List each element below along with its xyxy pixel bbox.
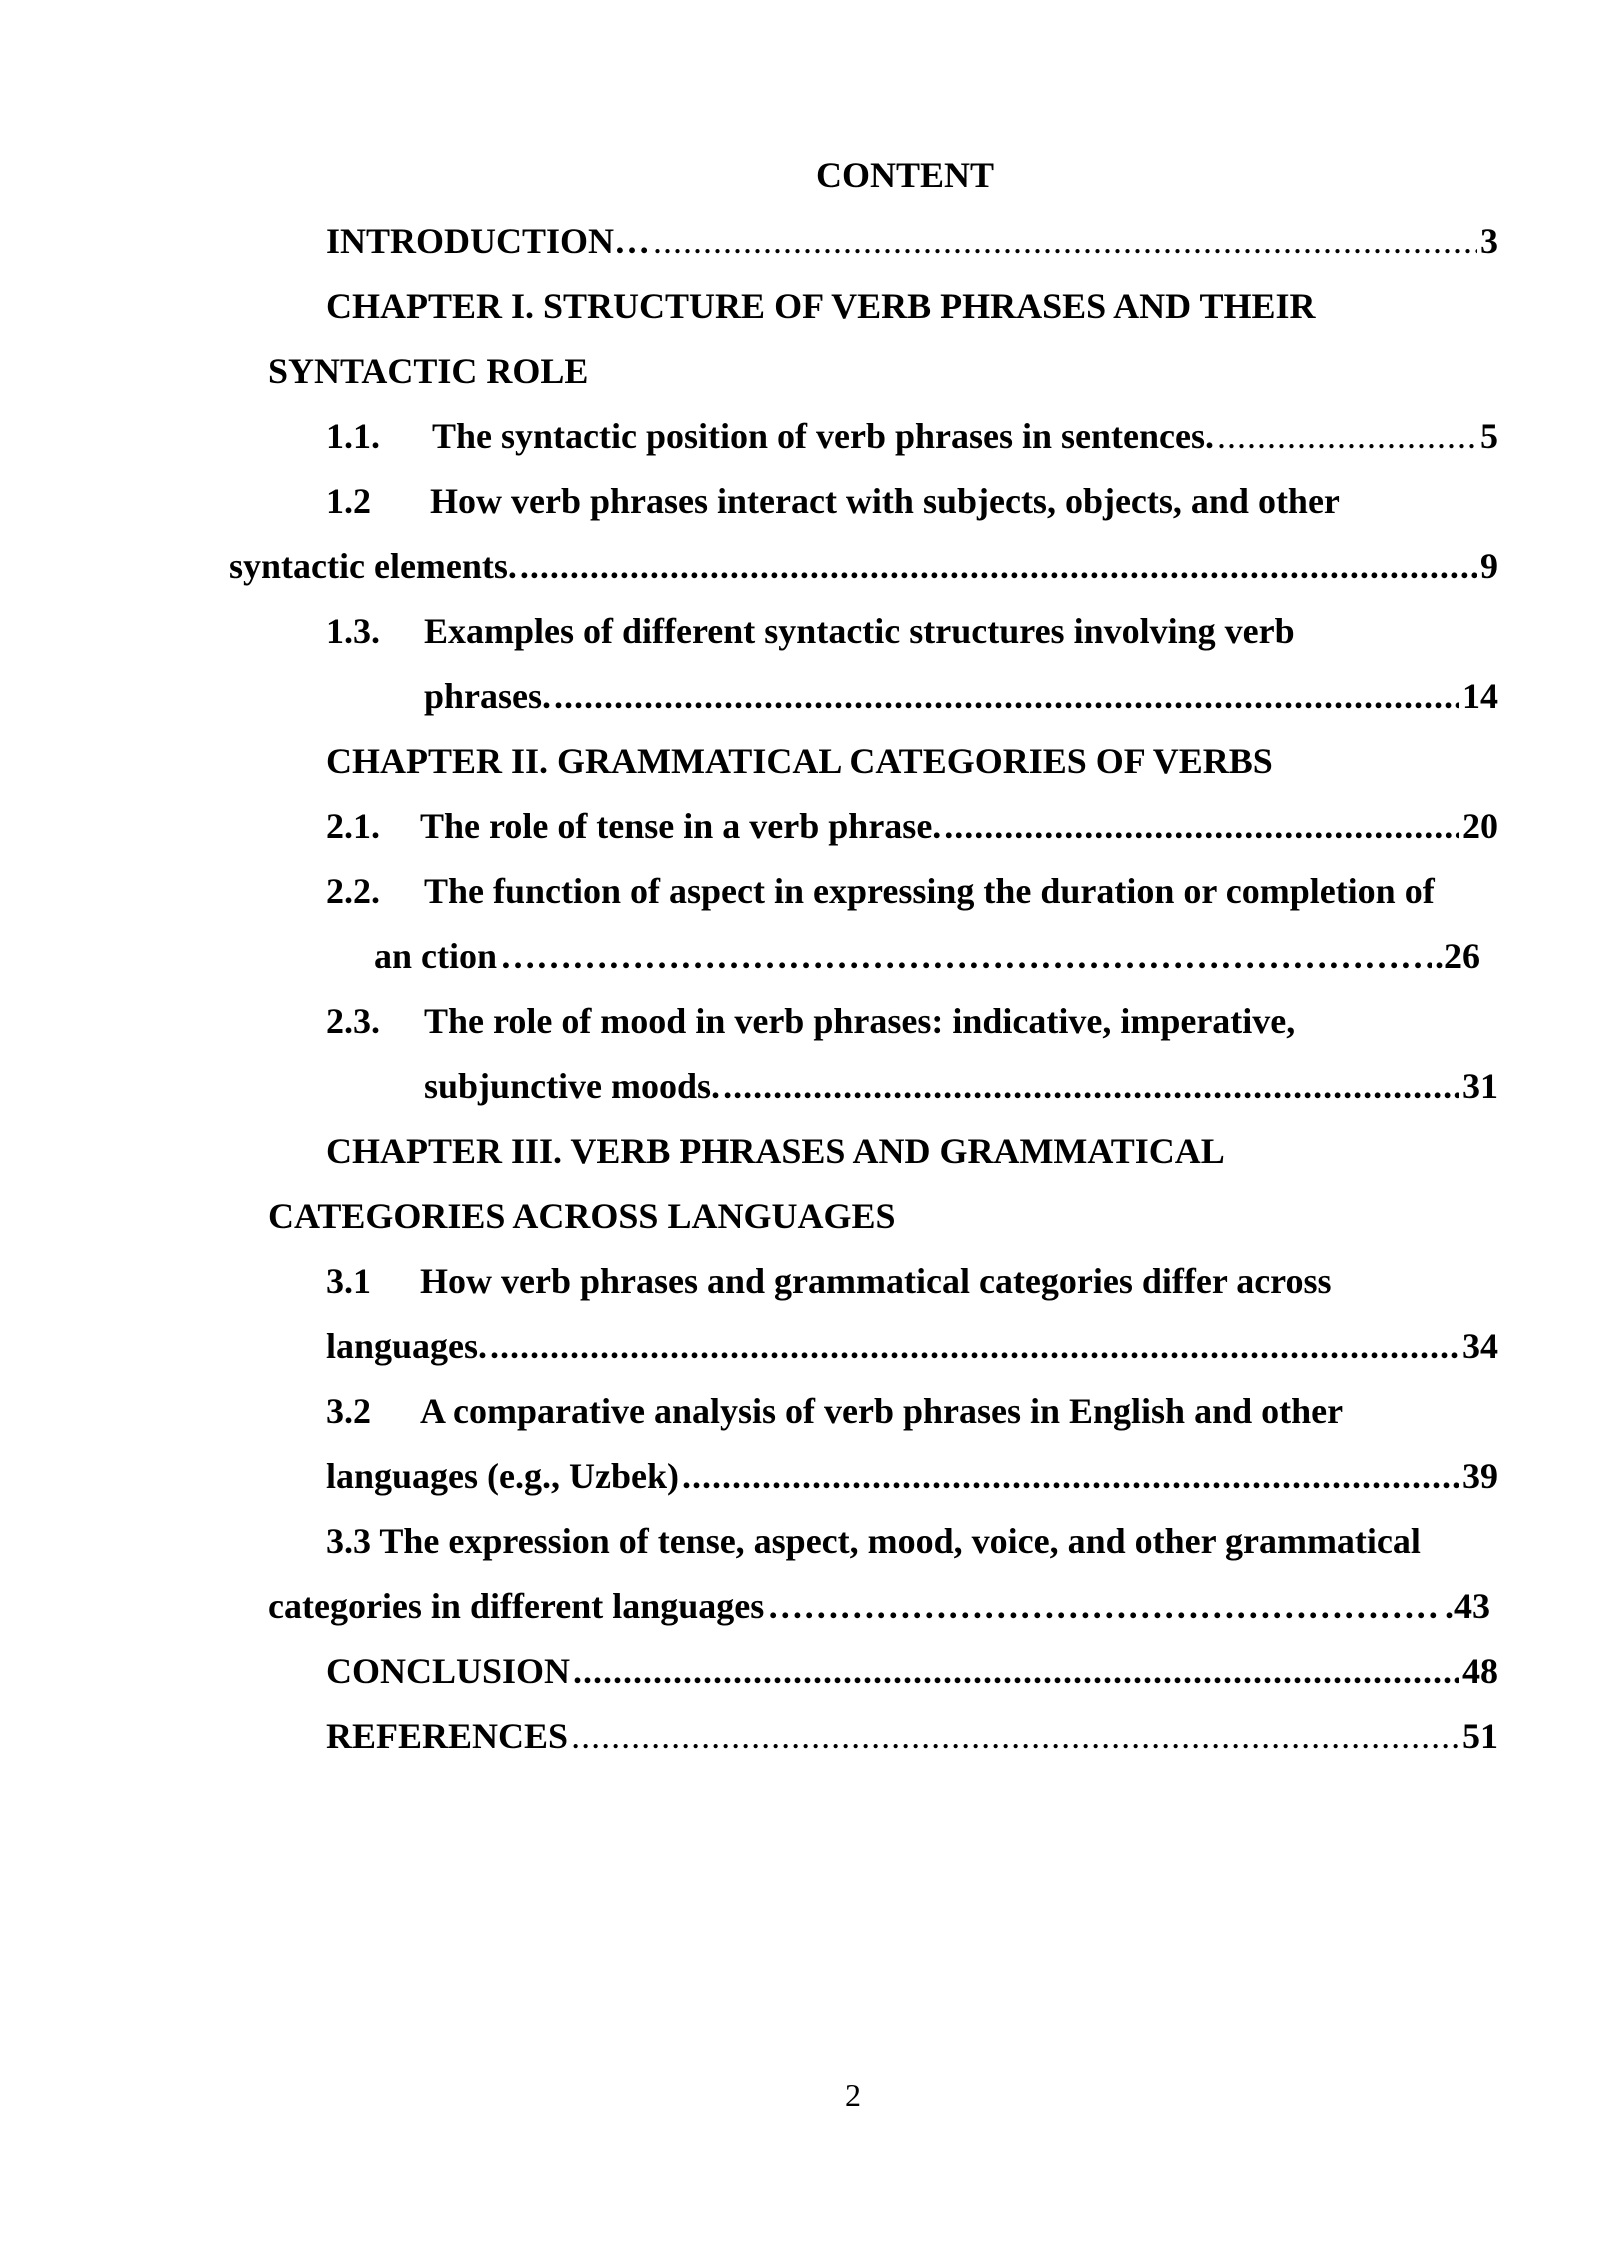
toc-entry-text: The role of tense in a verb phrase.: [420, 806, 942, 846]
section-number: 3.2: [326, 1391, 371, 1431]
toc-entry-text-cont: languages.: [326, 1326, 488, 1366]
toc-chapter-1-title: CHAPTER I. STRUCTURE OF VERB PHRASES AND THEIR: [326, 286, 1316, 326]
section-number: 1.3.: [326, 611, 380, 651]
toc-entry-3-2-cont: [326, 1451, 1498, 1501]
toc-entry-3-1-cont: [326, 1321, 1498, 1371]
dot-leader: [1217, 411, 1477, 461]
section-number: 1.1.: [326, 416, 380, 456]
toc-chapter-2-title: CHAPTER II. GRAMMATICAL CATEGORIES OF VERBS: [326, 741, 1273, 781]
toc-page-number: 39: [1462, 1456, 1498, 1496]
toc-entry-text-cont: subjunctive moods.: [424, 1066, 721, 1106]
toc-chapter-3-title-cont: CATEGORIES ACROSS LANGUAGES: [268, 1196, 896, 1236]
toc-entry-text-cont: an ction: [374, 936, 498, 976]
page-footer-number: 2: [845, 2077, 861, 2113]
toc-entry-text: A comparative analysis of verb phrases in English and other: [420, 1391, 1344, 1431]
toc-page-number: 20: [1462, 806, 1498, 846]
toc-chapter-3-title: CHAPTER III. VERB PHRASES AND GRAMMATICAL: [326, 1131, 1225, 1171]
toc-page-number: .43: [1445, 1586, 1490, 1626]
toc-entry-text: REFERENCES: [326, 1716, 569, 1756]
toc-entry-3-3-cont: [268, 1581, 1490, 1631]
toc-entry-text-cont: categories in different languages: [268, 1586, 765, 1626]
toc-entry-text: The function of aspect in expressing the duration or completion of: [424, 871, 1435, 911]
toc-entry-2-1: [326, 801, 1498, 851]
ellipsis-leader: [500, 931, 1432, 981]
toc-entry-text-cont: syntactic elements.: [229, 546, 517, 586]
dot-leader: [490, 1321, 1459, 1371]
toc-page-number: 31: [1462, 1066, 1498, 1106]
toc-entry-1-3: [326, 606, 1295, 656]
ellipsis-leader: [767, 1581, 1442, 1631]
section-number: 2.2.: [326, 871, 380, 911]
toc-page-number: 9: [1480, 546, 1498, 586]
toc-entry-1-1: [326, 411, 1498, 461]
dot-leader: [653, 216, 1477, 266]
dot-leader: [723, 1061, 1459, 1111]
toc-entry-3-3: 3.3 The expression of tense, aspect, mood, voice, and other grammatical: [326, 1521, 1421, 1561]
dot-leader: [944, 801, 1459, 851]
toc-entry-text-cont: phrases.: [424, 676, 552, 716]
toc-page-number: 34: [1462, 1326, 1498, 1366]
toc-entry-text: INTRODUCTION…: [326, 221, 651, 261]
dot-leader: [571, 1711, 1459, 1761]
section-number: 3.1: [326, 1261, 371, 1301]
dot-leader: [554, 671, 1459, 721]
section-number: 2.3.: [326, 1001, 380, 1041]
toc-entry-references: [326, 1711, 1498, 1761]
toc-entry-2-3-cont: [424, 1061, 1498, 1111]
toc-page-number: .26: [1435, 936, 1480, 976]
toc-page-number: 3: [1480, 221, 1498, 261]
toc-entry-text: How verb phrases interact with subjects, objects, and other: [430, 481, 1340, 521]
dot-leader: [682, 1451, 1459, 1501]
toc-entry-1-2-cont: [229, 541, 1498, 591]
toc-entry-3-2: [326, 1386, 1343, 1436]
toc-chapter-1-title-cont: SYNTACTIC ROLE: [268, 351, 589, 391]
toc-entry-3-1: [326, 1256, 1332, 1306]
section-number: 1.2: [326, 481, 371, 521]
toc-entry-text: CONCLUSION: [326, 1651, 571, 1691]
toc-entry-1-3-cont: [424, 671, 1498, 721]
toc-entry-text-cont: languages (e.g., Uzbek): [326, 1456, 679, 1496]
dot-leader: [520, 541, 1477, 591]
toc-entry-2-2: [326, 866, 1435, 916]
toc-entry-text: How verb phrases and grammatical categories differ across: [420, 1261, 1332, 1301]
toc-entry-2-3: [326, 996, 1295, 1046]
toc-page-number: 14: [1462, 676, 1498, 716]
dot-leader: [573, 1646, 1459, 1696]
toc-entry-text: The role of mood in verb phrases: indicative, imperative,: [424, 1001, 1296, 1041]
toc-entry-introduction: [326, 216, 1498, 266]
toc-page-number: 51: [1462, 1716, 1498, 1756]
toc-entry-text: Examples of different syntactic structures involving verb: [424, 611, 1295, 651]
section-number: 2.1.: [326, 806, 380, 846]
toc-entry-text: The syntactic position of verb phrases in sentences.: [432, 416, 1214, 456]
page-title: CONTENT: [815, 155, 995, 195]
toc-entry-conclusion: [326, 1646, 1498, 1696]
toc-page-number: 5: [1480, 416, 1498, 456]
toc-entry-1-2: [326, 476, 1340, 526]
toc-page-number: 48: [1462, 1651, 1498, 1691]
toc-entry-2-2-cont: [374, 931, 1480, 981]
